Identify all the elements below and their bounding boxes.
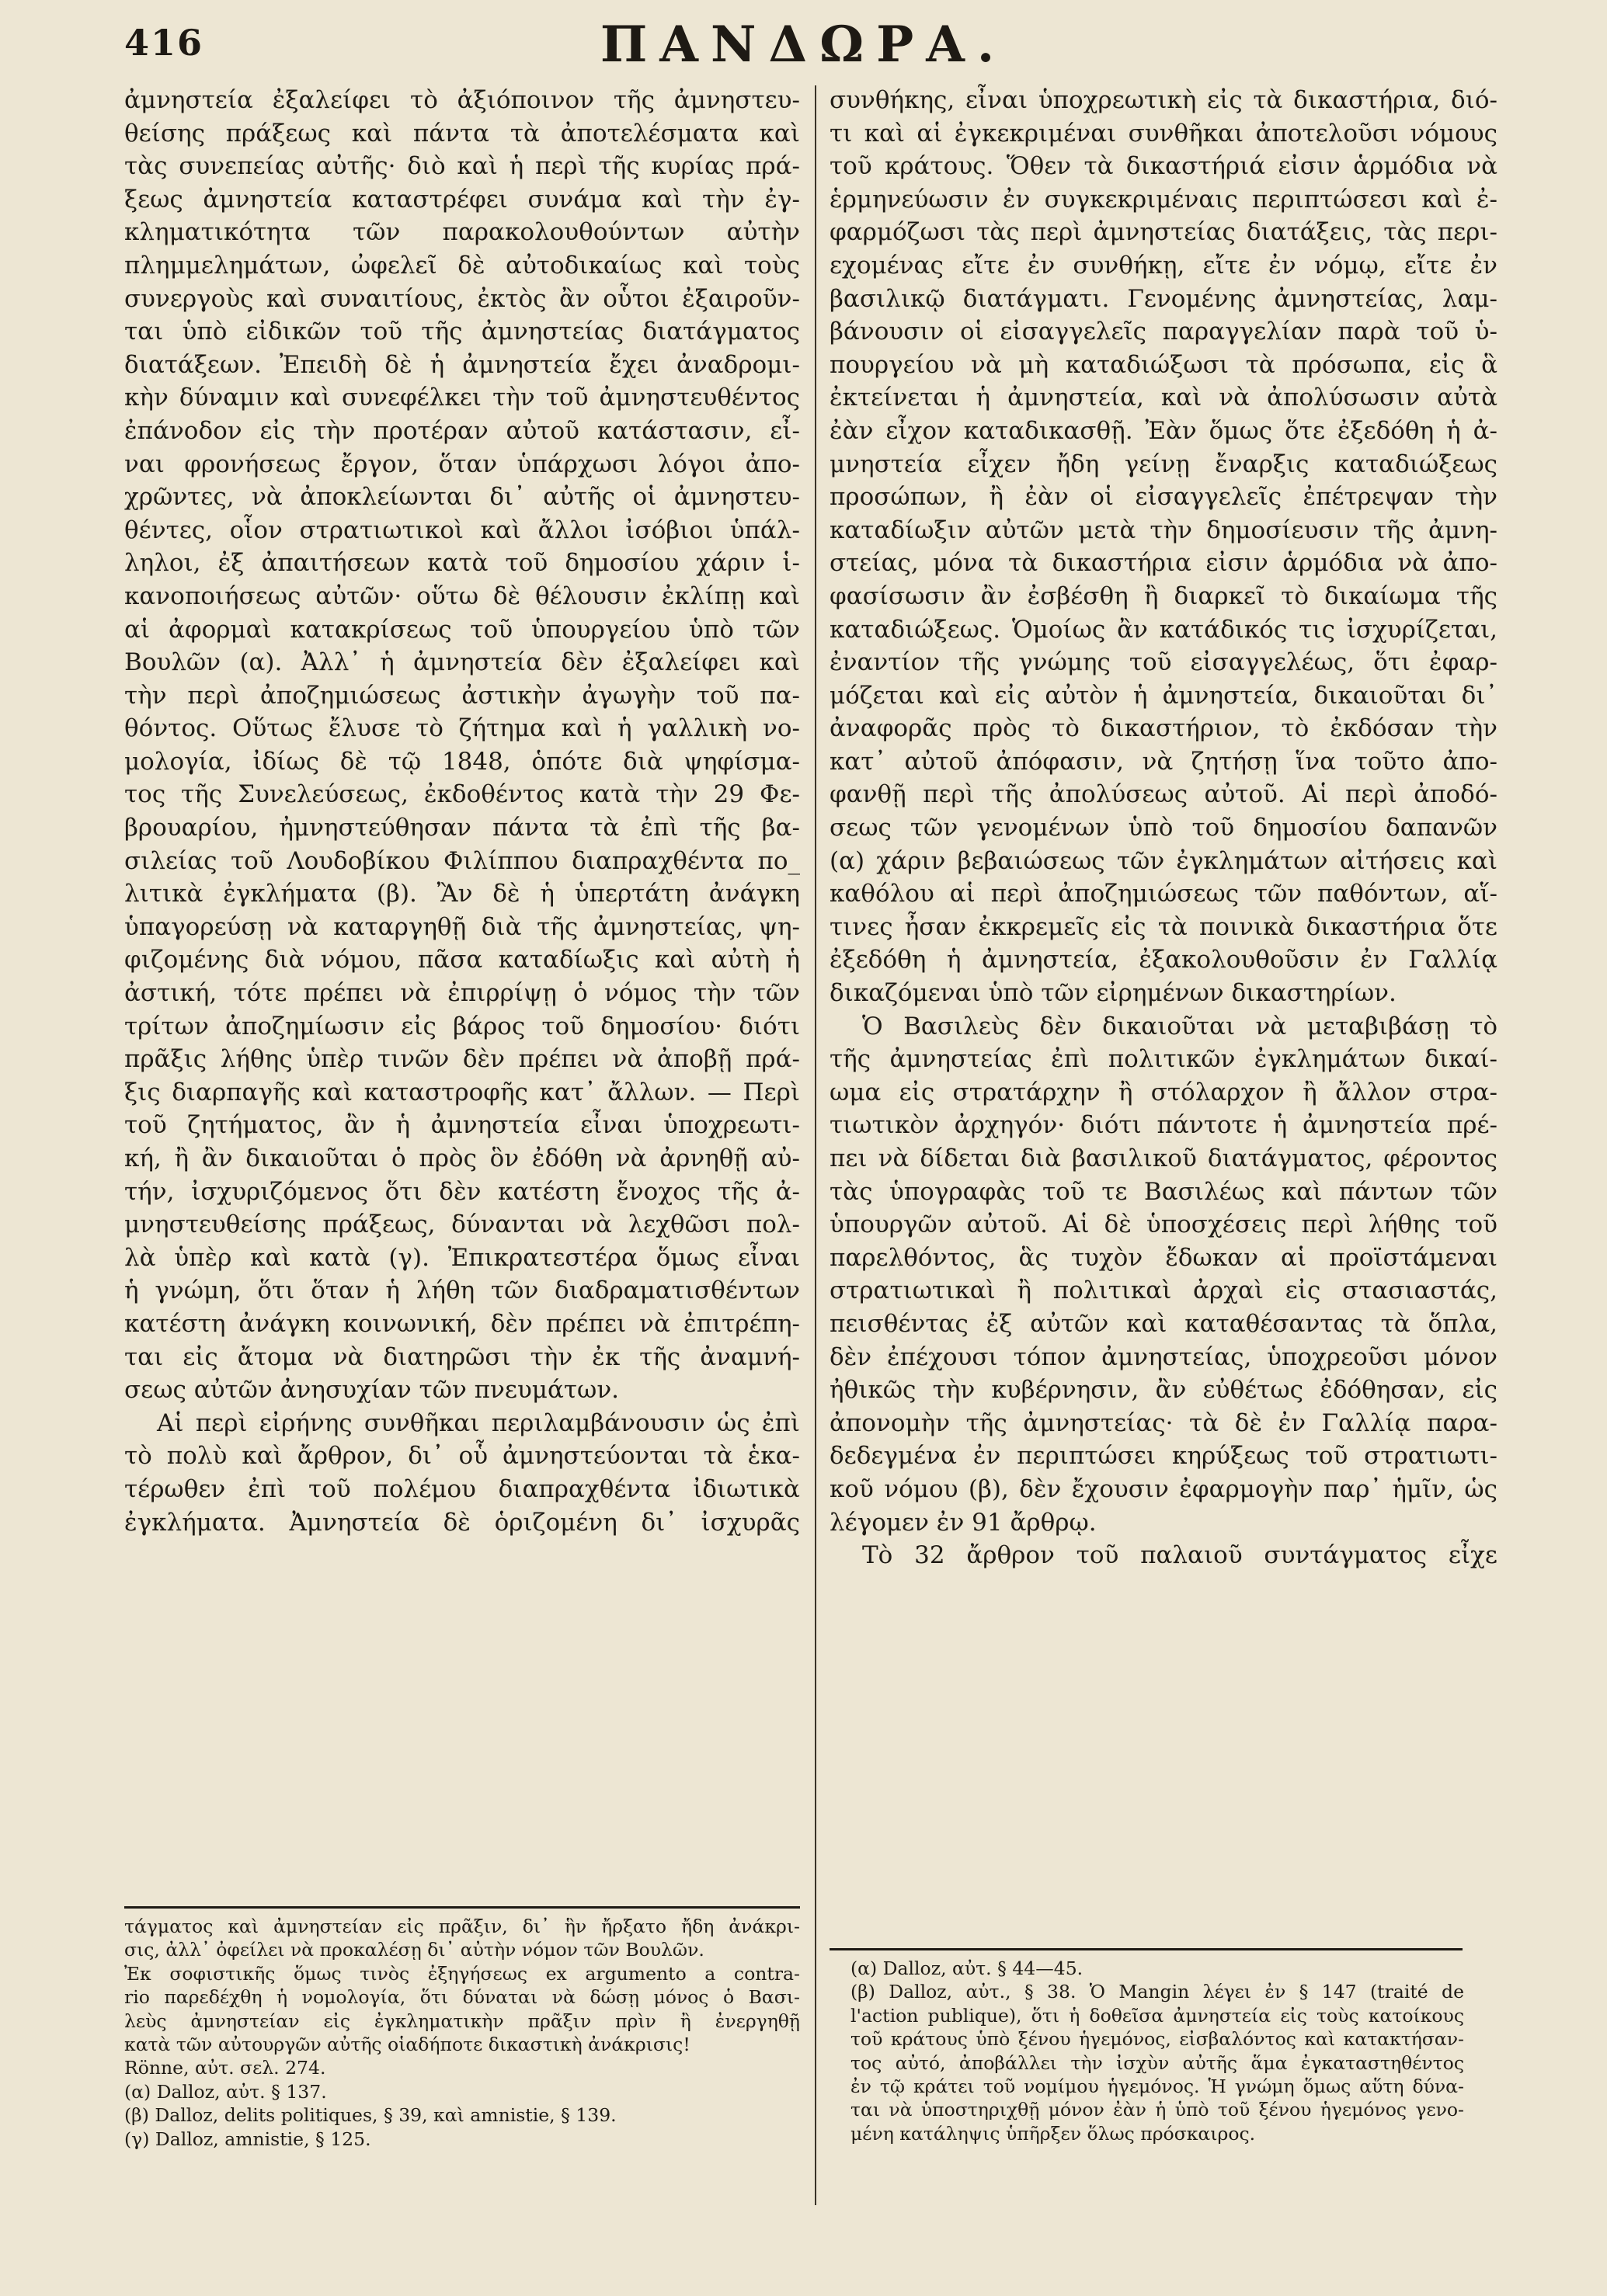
text-line: βρουαρίου, ἠμνηστεύθησαν πάντα τὰ ἐπὶ τῆς βα-	[124, 814, 800, 842]
text-line: τος τῆς Συνελεύσεως, ἐκδοθέντος κατὰ τὴν 29 Φε-	[124, 780, 800, 809]
text-line: ἐὰν εἶχον καταδικασθῇ. Ἐὰν ὅμως ὅτε ἐξεδόθη ἡ ἀ-	[830, 416, 1497, 445]
text-line: κοῦ νόμου (β), δὲν ἔχουσιν ἐφαρμογὴν παρ᾽ ἡμῖν, ὡς	[830, 1475, 1497, 1503]
text-line: σιλείας τοῦ Λουδοβίκου Φιλίππου διαπραχθέντα πο_	[124, 846, 800, 875]
footnote-line: (γ) Dalloz, amnistie, § 125.	[124, 2128, 371, 2150]
footnote-line: Ἐκ σοφιστικῆς ὅμως τινὸς ἐξηγήσεως ex argumento a contra-	[124, 1962, 800, 1985]
text-line: ὑπουργῶν αὐτοῦ. Αἱ δὲ ὑποσχέσεις περὶ λήθης τοῦ	[830, 1211, 1497, 1239]
right-text-column	[830, 84, 1497, 1572]
text-line: κατ᾽ αὐτοῦ ἀπόφασιν, νὰ ζητήσῃ ἵνα τοῦτο ἀπο-	[830, 747, 1497, 776]
text-line: κατέστη ἀνάγκη κοινωνική, δὲν πρέπει νὰ ἐπιτρέπη-	[124, 1309, 800, 1338]
text-line: καταδίωξιν αὐτῶν μετὰ τὴν δημοσίευσιν τῆς ἀμνη-	[830, 516, 1497, 544]
text-line: διατάξεων. Ἐπειδὴ δὲ ἡ ἀμνηστεία ἔχει ἀναδρομι-	[124, 350, 800, 379]
text-line: κή, ἢ ἂν δικαιοῦται ὁ πρὸς ὃν ἐδόθη νὰ ἀρνηθῇ αὐ-	[124, 1145, 800, 1172]
footnote-line: τος αὐτό, ἀποβάλλει τὴν ἰσχὺν αὐτῆς ἅμα ἐγκαταστηθέντος	[850, 2051, 1464, 2074]
text-line: τέρωθεν ἐπὶ τοῦ πολέμου διαπραχθέντα ἰδιωτικὰ	[124, 1475, 800, 1503]
text-line: στρατιωτικαὶ ἢ πολιτικαὶ ἀρχαὶ εἰς στασιαστάς,	[830, 1277, 1497, 1305]
text-line: φασίσωσιν ἂν ἐσβέσθη ἢ διαρκεῖ τὸ δικαίωμα τῆς	[830, 582, 1497, 610]
footnote-rule-right	[830, 1948, 1463, 1950]
text-line: λιτικὰ ἐγκλήματα (β). Ἂν δὲ ἡ ὑπερτάτη ἀνάγκη	[124, 880, 800, 908]
text-line: κληματικότητα τῶν παρακολουθούντων αὐτὴν	[124, 218, 800, 247]
text-line: Αἱ περὶ εἰρήνης συνθῆκαι περιλαμβάνουσιν ὡς ἐπὶ	[157, 1409, 800, 1437]
footnote-line: σις, ἀλλ᾽ ὀφείλει νὰ προκαλέσῃ δι᾽ αὐτὴν νόμον τῶν Βουλῶν.	[124, 1939, 704, 1961]
text-line: σεως αὐτῶν ἀνησυχίαν τῶν πνευμάτων.	[124, 1376, 620, 1405]
text-line: ὑπαγορεύσῃ νὰ καταργηθῇ διὰ τῆς ἀμνηστείας, ψη-	[124, 912, 800, 941]
journal-title: ΠΑΝΔΩΡΑ.	[600, 16, 1007, 74]
text-line: εχομένας εἴτε ἐν συνθήκῃ, εἴτε ἐν νόμῳ, εἴτε ἐν	[830, 251, 1497, 280]
text-line: κανοποιήσεως αὐτῶν· οὕτω δὲ θέλουσιν ἐκλίπῃ καὶ	[124, 582, 800, 610]
text-line: ἐξεδόθη ἡ ἀμνηστεία, ἐξακολουθοῦσιν ἐν Γαλλίᾳ	[830, 946, 1497, 974]
text-line: ται ὑπὸ εἰδικῶν τοῦ τῆς ἀμνηστείας διατάγματος	[124, 318, 800, 346]
text-line: ναι φρονήσεως ἔργον, ὅταν ὑπάρχωσι λόγοι ἀπο-	[124, 450, 800, 478]
footnote-line: ται νὰ ὑποστηριχθῇ μόνον ἐὰν ἡ ὑπὸ τοῦ ξένου ἡγεμόνος γενο-	[850, 2099, 1464, 2121]
footnote-line: μένη κατάληψις ὑπῆρξεν ὅλως πρόσκαιρος.	[850, 2122, 1256, 2145]
footnote-line: rio παρεδέχθη ἡ νομολογία, ὅτι δύναται νὰ δώσῃ μόνος ὁ Βασι-	[124, 1986, 800, 2009]
footnote-line: (α) Dalloz, αὐτ. § 44—45.	[850, 1957, 1084, 1979]
text-line: τι καὶ αἱ ἐγκεκριμέναι συνθῆκαι ἀποτελοῦσι νόμους	[830, 119, 1497, 148]
text-line: τοῦ ζητήματος, ἂν ἡ ἀμνηστεία εἶναι ὑποχρεωτι-	[124, 1111, 800, 1140]
text-line: ἐγκλήματα. Ἀμνηστεία δὲ ὁριζομένη δι᾽ ἰσχυρᾶς	[124, 1508, 800, 1537]
text-line: αἱ ἀφορμαὶ κατακρίσεως τοῦ ὑπουργείου ὑπὸ τῶν	[124, 615, 800, 644]
text-line: δικαζόμεναι ὑπὸ τῶν εἰρημένων δικαστηρίων.	[830, 979, 1397, 1008]
text-line: ἐναντίον τῆς γνώμης τοῦ εἰσαγγελέως, ὅτι ἐφαρ-	[830, 648, 1497, 677]
footnote-line: (β) Dalloz, αὐτ., § 38. Ὁ Mangin λέγει ἐν § 147 (traité de	[850, 1981, 1464, 2003]
text-line: δεδεγμένα ἐν περιπτώσει κηρύξεως τοῦ στρατιωτι-	[830, 1442, 1497, 1471]
text-line: φιζομένης διὰ νόμου, πᾶσα καταδίωξις καὶ αὐτὴ ἡ	[124, 946, 800, 974]
footnote-line: l'action publique), ὅτι ἡ δοθεῖσα ἀμνηστεία εἰς τοὺς κατοίκους	[850, 2004, 1464, 2027]
footnote-line: λεὺς ἀμνηστείαν εἰς ἐγκληματικὴν πρᾶξιν πρὶν ἢ ἐνεργηθῇ	[124, 2009, 800, 2032]
footnote-line: τοῦ κράτους ὑπὸ ξένου ἡγεμόνος, εἰσβαλόντος καὶ κατακτήσαν-	[850, 2028, 1464, 2051]
text-line: τὰς συνεπείας αὐτῆς· διὸ καὶ ἡ περὶ τῆς κυρίας πρά-	[124, 152, 800, 181]
text-line: συνεργοὺς καὶ συναιτίους, ἐκτὸς ἂν οὗτοι ἐξαιροῦν-	[124, 284, 800, 313]
text-line: Βουλῶν (α). Ἀλλ᾽ ἡ ἀμνηστεία δὲν ἐξαλείφει καὶ	[124, 648, 800, 677]
text-line: θέντες, οἷον στρατιωτικοὶ καὶ ἄλλοι ἰσόβιοι ὑπάλ-	[124, 516, 800, 544]
text-line: τῆς ἀμνηστείας ἐπὶ πολιτικῶν ἐγκλημάτων δικαί-	[830, 1045, 1497, 1074]
text-line: σεως τῶν γενομένων ὑπὸ τοῦ δημοσίου δαπανῶν	[830, 814, 1497, 842]
text-line: πλημμελημάτων, ὠφελεῖ δὲ αὐτοδικαίως καὶ τοὺς	[124, 251, 800, 280]
text-line: φανθῇ περὶ τῆς ἀπολύσεως αὐτοῦ. Αἱ περὶ ἀποδό-	[830, 780, 1497, 809]
text-line: κὴν δύναμιν καὶ συνεφέλκει τὴν τοῦ ἀμνηστευθέντος	[124, 384, 800, 412]
text-line: τρίτων ἀποζημίωσιν εἰς βάρος τοῦ δημοσίου· διότι	[124, 1012, 800, 1040]
text-line: μόζεται καὶ εἰς αὐτὸν ἡ ἀμνηστεία, δικαιοῦται δι᾽	[830, 681, 1497, 710]
text-line: φαρμόζωσι τὰς περὶ ἀμνηστείας διατάξεις, τὰς περι-	[830, 218, 1497, 247]
text-line: μνηστεία εἶχεν ἤδη γείνῃ ἔναρξις καταδιώξεως	[830, 450, 1497, 478]
footnote-line: (α) Dalloz, αὐτ. § 137.	[124, 2080, 327, 2103]
text-line: ἐπάνοδον εἰς τὴν προτέραν αὐτοῦ κατάστασιν, εἶ-	[124, 416, 800, 445]
text-line: βάνουσιν οἱ εἰσαγγελεῖς παραγγελίαν παρὰ τοῦ ὑ-	[830, 318, 1497, 346]
text-line: καθόλου αἱ περὶ ἀποζημιώσεως τῶν παθόντων, αἵ-	[830, 880, 1497, 908]
footnotes-right	[850, 1957, 1464, 2145]
text-line: ξεως ἀμνηστεία καταστρέφει συνάμα καὶ τὴν ἐγ-	[124, 185, 800, 214]
footnote-line: κατὰ τῶν αὐτουργῶν αὐτῆς οἱαδήποτε δικαστικὴ ἀνάκρισις!	[124, 2034, 690, 2056]
footnotes-left	[124, 1915, 800, 2151]
footnote-line: τάγματος καὶ ἀμνηστείαν εἰς πρᾶξιν, δι᾽ ἣν ἤρξατο ἤδη ἀνάκρι-	[124, 1916, 800, 1937]
text-line: ἡ γνώμη, ὅτι ὅταν ἡ λήθη τῶν διαδραματισθέντων	[124, 1277, 800, 1305]
text-line: ληλοι, ἐξ ἀπαιτήσεων κατὰ τοῦ δημοσίου χάριν ἱ-	[124, 549, 800, 578]
text-line: δὲν ἐπέχουσι τόπον ἀμνηστείας, ὑποχρεοῦσι μόνον	[830, 1343, 1497, 1371]
text-line: τινες ἦσαν ἐκκρεμεῖς εἰς τὰ ποινικὰ δικαστήρια ὅτε	[830, 912, 1497, 941]
text-line: θόντος. Οὕτως ἔλυσε τὸ ζήτημα καὶ ἡ γαλλικὴ νο-	[124, 714, 800, 743]
text-line: Ὁ Βασιλεὺς δὲν δικαιοῦται νὰ μεταβιβάσῃ τὸ	[862, 1012, 1497, 1040]
left-text-column	[124, 84, 800, 1539]
text-line: καταδιώξεως. Ὁμοίως ἂν κατάδικός τις ἰσχυρίζεται,	[830, 615, 1497, 644]
text-line: πουργείου νὰ μὴ καταδιώξωσι τὰ πρόσωπα, εἰς ἃ	[830, 350, 1497, 379]
text-line: στείας, μόνα τὰ δικαστήρια εἰσιν ἁρμόδια νὰ ἀπο-	[830, 549, 1497, 578]
footnote-rule-left	[124, 1906, 800, 1909]
text-line: ἠθικῶς τὴν κυβέρνησιν, ἂν εὐθέτως ἐδόθησαν, εἰς	[830, 1376, 1497, 1405]
page-number: 416	[124, 22, 204, 64]
text-line: Τὸ 32 ἄρθρον τοῦ παλαιοῦ συντάγματος εἶχε	[862, 1541, 1497, 1570]
text-line: ἀπονομὴν τῆς ἀμνηστείας· τὰ δὲ ἐν Γαλλίᾳ παρα-	[830, 1409, 1497, 1437]
text-line: τὴν περὶ ἀποζημιώσεως ἀστικὴν ἀγωγὴν τοῦ πα-	[124, 681, 800, 710]
text-line: πει νὰ δίδεται διὰ βασιλικοῦ διατάγματος, φέροντος	[830, 1145, 1497, 1172]
text-line: προσώπων, ἢ ἐὰν οἱ εἰσαγγελεῖς ἐπέτρεψαν τὴν	[830, 483, 1497, 512]
text-line: βασιλικῷ διατάγματι. Γενομένης ἀμνηστείας, λαμ-	[830, 284, 1497, 313]
footnote-line: (β) Dalloz, delits politiques, § 39, καὶ amnistie, § 139.	[124, 2104, 617, 2127]
footnote-line: Rönne, αὐτ. σελ. 274.	[124, 2057, 326, 2079]
text-line: συνθήκης, εἶναι ὑποχρεωτικὴ εἰς τὰ δικαστήρια, διό-	[830, 86, 1497, 114]
text-line: τοῦ κράτους. Ὅθεν τὰ δικαστήριά εἰσιν ἁρμόδια νὰ	[830, 152, 1497, 181]
text-line: λέγομεν ἐν 91 ἄρθρῳ.	[830, 1508, 1097, 1537]
text-line: ται εἰς ἄτομα νὰ διατηρῶσι τὴν ἐκ τῆς ἀναμνή-	[124, 1343, 800, 1371]
text-line: θείσης πράξεως καὶ πάντα τὰ ἀποτελέσματα καὶ	[124, 119, 800, 148]
text-line: ἀμνηστεία ἐξαλείφει τὸ ἀξιόποινον τῆς ἀμνηστευ-	[124, 86, 800, 114]
text-line: ωμα εἰς στρατάρχην ἢ στόλαρχον ἢ ἄλλον στρα-	[830, 1078, 1497, 1106]
text-line: τὸ πολὺ καὶ ἄρθρον, δι᾽ οὗ ἀμνηστεύονται τὰ ἑκα-	[124, 1442, 800, 1471]
text-line: (α) χάριν βεβαιώσεως τῶν ἐγκλημάτων αἰτήσεις καὶ	[830, 846, 1497, 875]
footnote-line: ἐν τῷ κράτει τοῦ νομίμου ἡγεμόνος. Ἡ γνώμη ὅμως αὕτη δύνα-	[850, 2075, 1464, 2098]
text-line: τήν, ἰσχυριζόμενος ὅτι δὲν κατέστη ἔνοχος τῆς ἀ-	[124, 1177, 800, 1206]
text-line: πεισθέντας ἐξ αὐτῶν καὶ καταθέσαντας τὰ ὅπλα,	[830, 1309, 1497, 1338]
text-line: ἀναφορᾶς πρὸς τὸ δικαστήριον, τὸ ἐκδόσαν τὴν	[830, 714, 1497, 743]
text-line: παρελθόντος, ἃς τυχὸν ἔδωκαν αἱ προϊστάμεναι	[830, 1243, 1497, 1272]
text-line: ἐκτείνεται ἡ ἀμνηστεία, καὶ νὰ ἀπολύσωσιν αὐτὰ	[830, 384, 1497, 412]
text-line: τὰς ὑπογραφὰς τοῦ τε Βασιλέως καὶ πάντων τῶν	[830, 1177, 1497, 1206]
text-line: ἑρμηνεύωσιν ἐν συγκεκριμέναις περιπτώσεσι καὶ ἐ-	[830, 185, 1497, 214]
text-line: ξις διαρπαγῆς καὶ καταστροφῆς κατ᾽ ἄλλων. — Περὶ	[124, 1078, 800, 1106]
text-line: λὰ ὑπὲρ καὶ κατὰ (γ). Ἐπικρατεστέρα ὅμως εἶναι	[124, 1243, 800, 1272]
text-line: ἀστική, τότε πρέπει νὰ ἐπιρρίψῃ ὁ νόμος τὴν τῶν	[124, 979, 800, 1008]
column-divider	[815, 85, 816, 2205]
text-line: μνηστευθείσης πράξεως, δύνανται νὰ λεχθῶσι πολ-	[124, 1211, 800, 1239]
text-line: μολογία, ἰδίως δὲ τῷ 1848, ὁπότε διὰ ψηφίσμα-	[124, 747, 800, 776]
text-line: χρῶντες, νὰ ἀποκλείωνται δι᾽ αὐτῆς οἱ ἀμνηστευ-	[124, 483, 800, 512]
text-line: πρᾶξις λήθης ὑπὲρ τινῶν δὲν πρέπει νὰ ἀποβῇ πρά-	[124, 1045, 800, 1074]
text-line: τιωτικὸν ἀρχηγόν· διότι πάντοτε ἡ ἀμνηστεία πρέ-	[830, 1111, 1497, 1140]
